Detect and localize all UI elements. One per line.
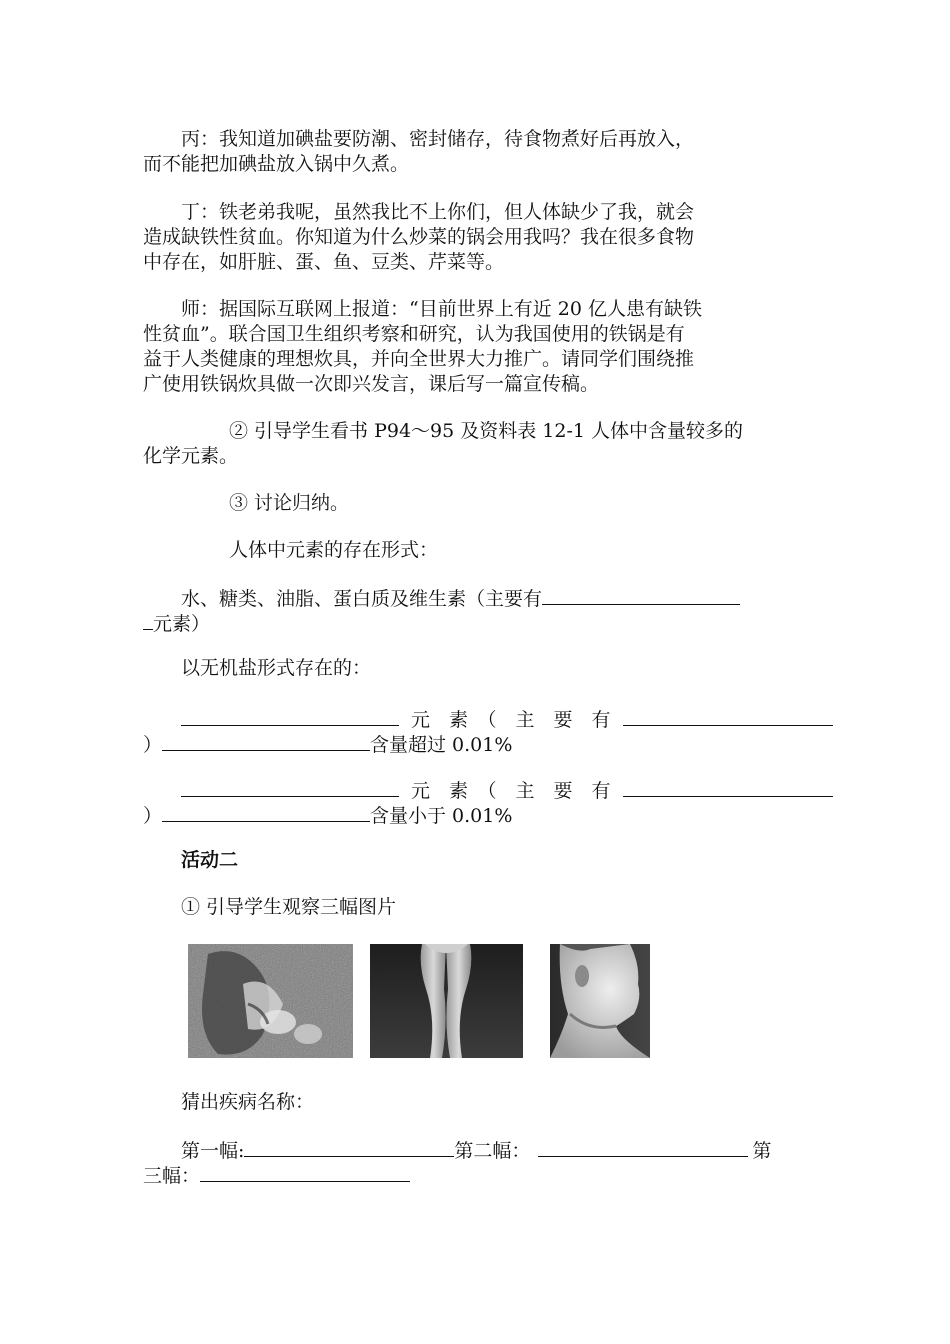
neck-photo	[550, 944, 650, 1058]
second-answer-blank[interactable]	[538, 1137, 748, 1157]
organic-line2: 元素）	[143, 610, 808, 637]
paragraph-shi-line3: 益于人类健康的理想炊具，并向全世界大力推广。请同学们围绕推	[143, 348, 695, 370]
answers-line1: 第一幅: 第二幅： 第	[143, 1137, 808, 1164]
paragraph-bing-line2: 而不能把加碘盐放入锅中久煮。	[143, 153, 410, 175]
step2-line1: ② 引导学生看书 P94～95 及资料表 12-1 人体中含量较多的	[229, 420, 744, 442]
macro-line2: ） 含量超过 0.01%	[143, 731, 808, 758]
inorganic-title: 以无机盐形式存在的：	[181, 657, 372, 679]
trace-elements-blank-cont[interactable]	[162, 802, 370, 822]
paragraph-ding-line1: 丁：铁老弟我呢，虽然我比不上你们，但人体缺少了我，就会	[181, 201, 695, 223]
step3: ③ 讨论归纳。	[229, 492, 350, 514]
step1: ① 引导学生观察三幅图片	[181, 896, 397, 918]
macro-elements-blank[interactable]	[623, 706, 833, 726]
macro-elements-blank-cont[interactable]	[162, 731, 370, 751]
macro-category-blank[interactable]	[181, 706, 399, 726]
organic-elements-blank[interactable]	[542, 585, 740, 605]
paragraph-ding-line3: 中存在，如肝脏、蛋、鱼、豆类、芹菜等。	[143, 251, 505, 273]
paragraph-shi-line4: 广使用铁锅炊具做一次即兴发言，课后写一篇宣传稿。	[143, 373, 600, 395]
trace-line1: 元 素 （ 主 要 有	[143, 777, 808, 804]
trace-category-blank[interactable]	[181, 777, 399, 797]
teeth-photo	[188, 944, 353, 1058]
paragraph-bing-line1: 丙：我知道加碘盐要防潮、密封储存，待食物煮好后再放入，	[181, 128, 695, 150]
trace-line2: ） 含量小于 0.01%	[143, 802, 808, 829]
macro-line1: 元 素 （ 主 要 有	[143, 706, 808, 733]
paragraph-shi-line2: 性贫血”。联合国卫生组织考察和研究，认为我国使用的铁锅是有	[143, 323, 685, 345]
paragraph-shi-line1: 师：据国际互联网上报道：“目前世界上有近 20 亿人患有缺铁	[181, 298, 702, 320]
organic-line1: 水、糖类、油脂、蛋白质及维生素（主要有	[143, 585, 808, 612]
trace-elements-blank[interactable]	[623, 777, 833, 797]
answers-line2: 三幅：	[143, 1162, 808, 1189]
legs-photo	[370, 944, 523, 1058]
first-answer-blank[interactable]	[244, 1137, 454, 1157]
organic-elements-blank-tail	[143, 610, 153, 630]
third-answer-blank[interactable]	[200, 1162, 410, 1182]
forms-title: 人体中元素的存在形式：	[229, 539, 439, 561]
paragraph-ding-line2: 造成缺铁性贫血。你知道为什么炒菜的锅会用我吗？我在很多食物	[143, 226, 695, 248]
activity2-heading: 活动二	[181, 849, 239, 871]
step2-line2: 化学元素。	[143, 445, 239, 467]
guess-title: 猜出疾病名称：	[181, 1091, 315, 1113]
